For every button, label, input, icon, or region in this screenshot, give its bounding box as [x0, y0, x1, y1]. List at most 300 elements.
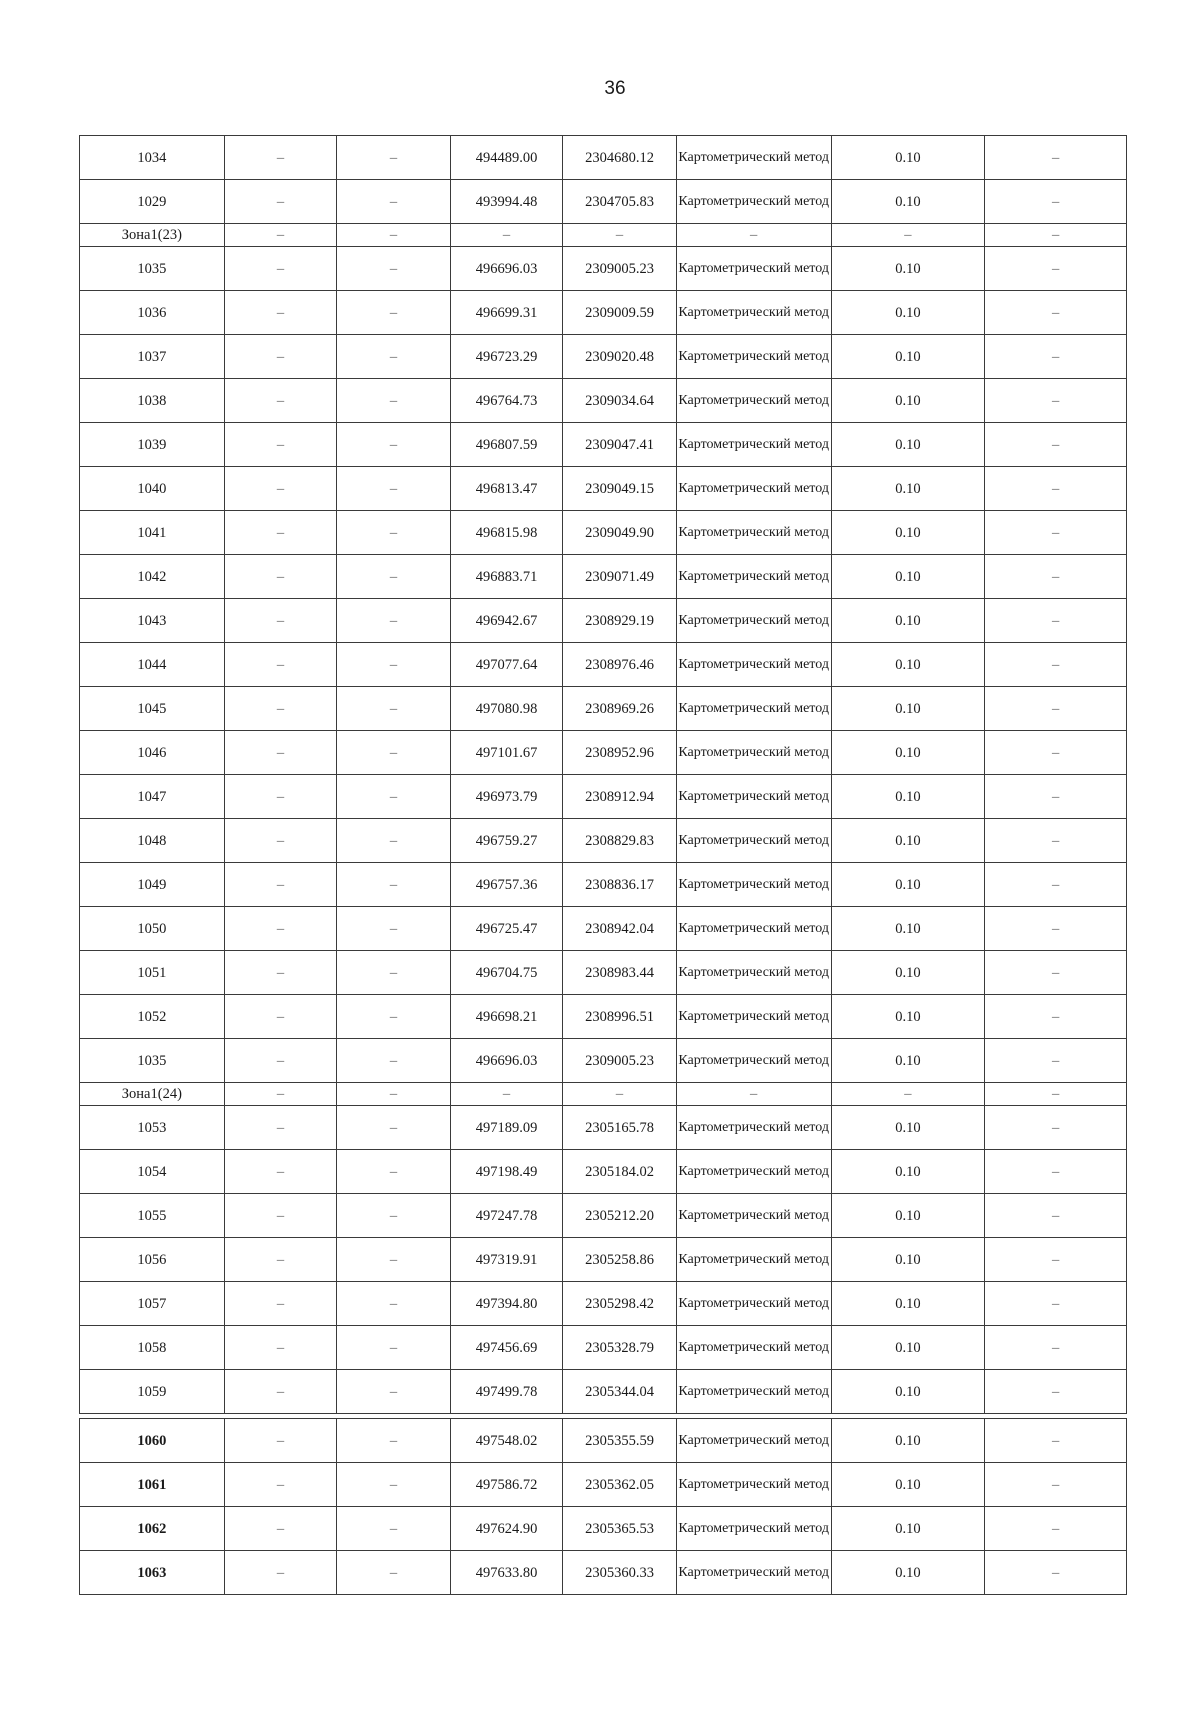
dash-cell: –: [224, 1326, 337, 1370]
point-id: 1062: [80, 1507, 225, 1551]
accuracy-cell: 0.10: [831, 467, 985, 511]
accuracy-cell: 0.10: [831, 995, 985, 1039]
dash-cell: –: [224, 1039, 337, 1083]
x-coordinate: 496815.98: [450, 511, 563, 555]
dash-cell: –: [337, 907, 451, 951]
accuracy-cell: 0.10: [831, 907, 985, 951]
accuracy-cell: 0.10: [831, 863, 985, 907]
dash-cell: –: [224, 180, 337, 224]
dash-cell: –: [985, 1326, 1127, 1370]
method-cell: Картометрический метод: [676, 995, 831, 1039]
method-cell: Картометрический метод: [676, 775, 831, 819]
dash-cell: –: [224, 819, 337, 863]
y-coordinate: 2308942.04: [563, 907, 677, 951]
dash-cell: –: [224, 1507, 337, 1551]
point-id: 1029: [80, 180, 225, 224]
x-coordinate: 497633.80: [450, 1551, 563, 1595]
table-row: [80, 335, 1127, 379]
method-cell: Картометрический метод: [676, 599, 831, 643]
dash-cell: –: [337, 1463, 451, 1507]
y-coordinate: 2308836.17: [563, 863, 677, 907]
table-row: [80, 136, 1127, 180]
dash-cell: –: [224, 1194, 337, 1238]
table-row: [80, 731, 1127, 775]
table-row: [80, 687, 1127, 731]
y-coordinate: 2305258.86: [563, 1238, 677, 1282]
point-id: 1061: [80, 1463, 225, 1507]
y-coordinate: 2305344.04: [563, 1370, 677, 1414]
dash-cell: –: [224, 1083, 337, 1106]
method-cell: Картометрический метод: [676, 1150, 831, 1194]
method-cell: Картометрический метод: [676, 731, 831, 775]
table-row: [80, 775, 1127, 819]
dash-cell: –: [985, 1083, 1127, 1106]
dash-cell: –: [224, 995, 337, 1039]
x-coordinate: 496757.36: [450, 863, 563, 907]
dash-cell: –: [224, 379, 337, 423]
y-coordinate: 2308829.83: [563, 819, 677, 863]
method-cell: Картометрический метод: [676, 863, 831, 907]
dash-cell: –: [985, 951, 1127, 995]
dash-cell: –: [337, 1194, 451, 1238]
dash-cell: –: [337, 687, 451, 731]
dash-cell: –: [337, 863, 451, 907]
y-coordinate: 2308976.46: [563, 643, 677, 687]
point-id: 1059: [80, 1370, 225, 1414]
x-coordinate: 496813.47: [450, 467, 563, 511]
accuracy-cell: 0.10: [831, 775, 985, 819]
method-cell: Картометрический метод: [676, 819, 831, 863]
y-coordinate: 2305212.20: [563, 1194, 677, 1238]
dash-cell: –: [985, 1551, 1127, 1595]
y-coordinate: 2309071.49: [563, 555, 677, 599]
method-cell: Картометрический метод: [676, 951, 831, 995]
method-cell: Картометрический метод: [676, 1463, 831, 1507]
x-coordinate: 496696.03: [450, 1039, 563, 1083]
table-row: [80, 1507, 1127, 1551]
dash-cell: –: [224, 1551, 337, 1595]
dash-cell: –: [337, 995, 451, 1039]
dash-cell: –: [337, 951, 451, 995]
accuracy-cell: 0.10: [831, 1238, 985, 1282]
point-id: 1044: [80, 643, 225, 687]
y-coordinate: 2309049.90: [563, 511, 677, 555]
accuracy-cell: 0.10: [831, 599, 985, 643]
dash-cell: –: [337, 731, 451, 775]
x-coordinate: 497080.98: [450, 687, 563, 731]
point-id: 1042: [80, 555, 225, 599]
point-id: 1047: [80, 775, 225, 819]
x-coordinate: 497101.67: [450, 731, 563, 775]
method-cell: Картометрический метод: [676, 1194, 831, 1238]
y-coordinate: 2305360.33: [563, 1551, 677, 1595]
table-row: [80, 1326, 1127, 1370]
dash-cell: –: [985, 863, 1127, 907]
method-cell: Картометрический метод: [676, 555, 831, 599]
dash-cell: –: [985, 180, 1127, 224]
dash-cell: –: [337, 1150, 451, 1194]
x-coordinate: 496883.71: [450, 555, 563, 599]
table-row: [80, 511, 1127, 555]
dash-cell: –: [985, 599, 1127, 643]
dash-cell: –: [337, 1282, 451, 1326]
dash-cell: –: [337, 555, 451, 599]
y-coordinate: 2304680.12: [563, 136, 677, 180]
table-row: [80, 555, 1127, 599]
dash-cell: –: [224, 643, 337, 687]
dash-cell: –: [563, 224, 677, 247]
y-coordinate: 2309009.59: [563, 291, 677, 335]
accuracy-cell: 0.10: [831, 511, 985, 555]
dash-cell: –: [224, 291, 337, 335]
point-id: 1058: [80, 1326, 225, 1370]
x-coordinate: 497586.72: [450, 1463, 563, 1507]
table-row: [80, 1238, 1127, 1282]
x-coordinate: 496699.31: [450, 291, 563, 335]
accuracy-cell: 0.10: [831, 180, 985, 224]
table-row: [80, 423, 1127, 467]
dash-cell: –: [337, 247, 451, 291]
accuracy-cell: 0.10: [831, 1326, 985, 1370]
accuracy-cell: 0.10: [831, 423, 985, 467]
method-cell: Картометрический метод: [676, 180, 831, 224]
y-coordinate: 2308929.19: [563, 599, 677, 643]
method-cell: Картометрический метод: [676, 1507, 831, 1551]
dash-cell: –: [985, 1370, 1127, 1414]
dash-cell: –: [337, 1551, 451, 1595]
point-id: 1039: [80, 423, 225, 467]
method-cell: Картометрический метод: [676, 291, 831, 335]
table-row: [80, 1282, 1127, 1326]
table-row: [80, 247, 1127, 291]
point-id: 1051: [80, 951, 225, 995]
method-cell: Картометрический метод: [676, 467, 831, 511]
x-coordinate: 497624.90: [450, 1507, 563, 1551]
dash-cell: –: [337, 291, 451, 335]
dash-cell: –: [224, 511, 337, 555]
accuracy-cell: 0.10: [831, 819, 985, 863]
accuracy-cell: 0.10: [831, 951, 985, 995]
accuracy-cell: 0.10: [831, 1039, 985, 1083]
dash-cell: –: [985, 136, 1127, 180]
x-coordinate: 496704.75: [450, 951, 563, 995]
dash-cell: –: [985, 247, 1127, 291]
accuracy-cell: 0.10: [831, 1463, 985, 1507]
accuracy-cell: 0.10: [831, 1282, 985, 1326]
point-id: 1056: [80, 1238, 225, 1282]
dash-cell: –: [224, 951, 337, 995]
method-cell: Картометрический метод: [676, 511, 831, 555]
y-coordinate: 2305298.42: [563, 1282, 677, 1326]
dash-cell: –: [224, 247, 337, 291]
dash-cell: –: [224, 335, 337, 379]
method-cell: Картометрический метод: [676, 1551, 831, 1595]
y-coordinate: 2309020.48: [563, 335, 677, 379]
dash-cell: –: [985, 687, 1127, 731]
dash-cell: –: [224, 1282, 337, 1326]
dash-cell: –: [337, 511, 451, 555]
point-id: 1034: [80, 136, 225, 180]
table-row: [80, 599, 1127, 643]
table-row: [80, 1150, 1127, 1194]
zone-row: [80, 1083, 1127, 1106]
x-coordinate: 497456.69: [450, 1326, 563, 1370]
y-coordinate: 2309005.23: [563, 1039, 677, 1083]
point-id: 1035: [80, 1039, 225, 1083]
dash-cell: –: [337, 1326, 451, 1370]
point-id: 1063: [80, 1551, 225, 1595]
dash-cell: –: [985, 511, 1127, 555]
zone-label: Зона1(23): [80, 224, 225, 247]
table-row: [80, 467, 1127, 511]
point-id: 1054: [80, 1150, 225, 1194]
point-id: 1053: [80, 1106, 225, 1150]
accuracy-cell: 0.10: [831, 335, 985, 379]
method-cell: Картометрический метод: [676, 907, 831, 951]
dash-cell: –: [985, 224, 1127, 247]
table-row: [80, 1419, 1127, 1463]
method-cell: Картометрический метод: [676, 247, 831, 291]
dash-cell: –: [224, 1150, 337, 1194]
dash-cell: –: [337, 1106, 451, 1150]
dash-cell: –: [224, 863, 337, 907]
accuracy-cell: 0.10: [831, 1106, 985, 1150]
method-cell: Картометрический метод: [676, 1039, 831, 1083]
method-cell: Картометрический метод: [676, 1282, 831, 1326]
dash-cell: –: [985, 335, 1127, 379]
point-id: 1057: [80, 1282, 225, 1326]
point-id: 1043: [80, 599, 225, 643]
dash-cell: –: [337, 136, 451, 180]
method-cell: Картометрический метод: [676, 1326, 831, 1370]
y-coordinate: 2309047.41: [563, 423, 677, 467]
y-coordinate: 2305362.05: [563, 1463, 677, 1507]
method-cell: Картометрический метод: [676, 1238, 831, 1282]
accuracy-cell: 0.10: [831, 1419, 985, 1463]
dash-cell: –: [337, 1370, 451, 1414]
accuracy-cell: 0.10: [831, 1507, 985, 1551]
y-coordinate: 2308969.26: [563, 687, 677, 731]
dash-cell: –: [337, 423, 451, 467]
table-row: [80, 1463, 1127, 1507]
point-id: 1038: [80, 379, 225, 423]
y-coordinate: 2308952.96: [563, 731, 677, 775]
table-row: [80, 1039, 1127, 1083]
dash-cell: –: [985, 1463, 1127, 1507]
dash-cell: –: [337, 1039, 451, 1083]
dash-cell: –: [831, 224, 985, 247]
point-id: 1036: [80, 291, 225, 335]
table-row: [80, 951, 1127, 995]
dash-cell: –: [337, 180, 451, 224]
dash-cell: –: [985, 423, 1127, 467]
accuracy-cell: 0.10: [831, 1194, 985, 1238]
point-id: 1055: [80, 1194, 225, 1238]
accuracy-cell: 0.10: [831, 136, 985, 180]
dash-cell: –: [337, 775, 451, 819]
method-cell: Картометрический метод: [676, 423, 831, 467]
dash-cell: –: [676, 224, 831, 247]
dash-cell: –: [985, 555, 1127, 599]
x-coordinate: 497189.09: [450, 1106, 563, 1150]
point-id: 1050: [80, 907, 225, 951]
y-coordinate: 2309049.15: [563, 467, 677, 511]
dash-cell: –: [985, 819, 1127, 863]
zone-row: [80, 224, 1127, 247]
dash-cell: –: [985, 995, 1127, 1039]
dash-cell: –: [563, 1083, 677, 1106]
point-id: 1046: [80, 731, 225, 775]
x-coordinate: 496973.79: [450, 775, 563, 819]
dash-cell: –: [985, 1039, 1127, 1083]
dash-cell: –: [224, 224, 337, 247]
coordinates-table: [79, 135, 1127, 1414]
method-cell: Картометрический метод: [676, 379, 831, 423]
dash-cell: –: [224, 1463, 337, 1507]
method-cell: Картометрический метод: [676, 1370, 831, 1414]
dash-cell: –: [337, 224, 451, 247]
x-coordinate: 497247.78: [450, 1194, 563, 1238]
dash-cell: –: [985, 775, 1127, 819]
x-coordinate: 496807.59: [450, 423, 563, 467]
accuracy-cell: 0.10: [831, 1370, 985, 1414]
table-row: [80, 180, 1127, 224]
dash-cell: –: [831, 1083, 985, 1106]
coordinates-table-continued: [79, 1418, 1127, 1595]
dash-cell: –: [337, 599, 451, 643]
x-coordinate: 493994.48: [450, 180, 563, 224]
dash-cell: –: [337, 1083, 451, 1106]
point-id: 1040: [80, 467, 225, 511]
x-coordinate: 496942.67: [450, 599, 563, 643]
dash-cell: –: [985, 643, 1127, 687]
method-cell: Картометрический метод: [676, 1419, 831, 1463]
y-coordinate: 2305165.78: [563, 1106, 677, 1150]
dash-cell: –: [985, 731, 1127, 775]
y-coordinate: 2305184.02: [563, 1150, 677, 1194]
table-row: [80, 1551, 1127, 1595]
accuracy-cell: 0.10: [831, 1551, 985, 1595]
dash-cell: –: [224, 555, 337, 599]
accuracy-cell: 0.10: [831, 643, 985, 687]
dash-cell: –: [985, 1238, 1127, 1282]
zone-label: Зона1(24): [80, 1083, 225, 1106]
y-coordinate: 2309005.23: [563, 247, 677, 291]
x-coordinate: 496764.73: [450, 379, 563, 423]
dash-cell: –: [985, 1507, 1127, 1551]
point-id: 1035: [80, 247, 225, 291]
page-number: 36: [604, 78, 626, 99]
method-cell: Картометрический метод: [676, 335, 831, 379]
dash-cell: –: [985, 1150, 1127, 1194]
table-row: [80, 819, 1127, 863]
point-id: 1060: [80, 1419, 225, 1463]
point-id: 1037: [80, 335, 225, 379]
accuracy-cell: 0.10: [831, 247, 985, 291]
dash-cell: –: [985, 1194, 1127, 1238]
x-coordinate: 497548.02: [450, 1419, 563, 1463]
dash-cell: –: [337, 1507, 451, 1551]
accuracy-cell: 0.10: [831, 687, 985, 731]
method-cell: Картометрический метод: [676, 1106, 831, 1150]
accuracy-cell: 0.10: [831, 1150, 985, 1194]
dash-cell: –: [450, 224, 563, 247]
point-id: 1048: [80, 819, 225, 863]
dash-cell: –: [450, 1083, 563, 1106]
dash-cell: –: [224, 467, 337, 511]
dash-cell: –: [985, 379, 1127, 423]
accuracy-cell: 0.10: [831, 291, 985, 335]
table-row: [80, 863, 1127, 907]
x-coordinate: 497077.64: [450, 643, 563, 687]
x-coordinate: 497499.78: [450, 1370, 563, 1414]
dash-cell: –: [224, 1106, 337, 1150]
x-coordinate: 494489.00: [450, 136, 563, 180]
dash-cell: –: [337, 1238, 451, 1282]
dash-cell: –: [224, 1419, 337, 1463]
accuracy-cell: 0.10: [831, 555, 985, 599]
x-coordinate: 496698.21: [450, 995, 563, 1039]
dash-cell: –: [224, 1370, 337, 1414]
y-coordinate: 2309034.64: [563, 379, 677, 423]
method-cell: Картометрический метод: [676, 643, 831, 687]
dash-cell: –: [224, 731, 337, 775]
table-row: [80, 1106, 1127, 1150]
y-coordinate: 2305365.53: [563, 1507, 677, 1551]
dash-cell: –: [985, 907, 1127, 951]
dash-cell: –: [985, 467, 1127, 511]
x-coordinate: 497198.49: [450, 1150, 563, 1194]
dash-cell: –: [337, 819, 451, 863]
dash-cell: –: [985, 291, 1127, 335]
dash-cell: –: [224, 687, 337, 731]
dash-cell: –: [224, 423, 337, 467]
dash-cell: –: [224, 136, 337, 180]
y-coordinate: 2304705.83: [563, 180, 677, 224]
dash-cell: –: [337, 379, 451, 423]
accuracy-cell: 0.10: [831, 379, 985, 423]
dash-cell: –: [224, 1238, 337, 1282]
y-coordinate: 2305355.59: [563, 1419, 677, 1463]
dash-cell: –: [337, 467, 451, 511]
x-coordinate: 496759.27: [450, 819, 563, 863]
x-coordinate: 496723.29: [450, 335, 563, 379]
dash-cell: –: [985, 1106, 1127, 1150]
point-id: 1045: [80, 687, 225, 731]
table-row: [80, 643, 1127, 687]
method-cell: Картометрический метод: [676, 687, 831, 731]
dash-cell: –: [985, 1282, 1127, 1326]
table-row: [80, 291, 1127, 335]
x-coordinate: 496696.03: [450, 247, 563, 291]
point-id: 1052: [80, 995, 225, 1039]
point-id: 1041: [80, 511, 225, 555]
dash-cell: –: [985, 1419, 1127, 1463]
table-row: [80, 379, 1127, 423]
x-coordinate: 497394.80: [450, 1282, 563, 1326]
table-row: [80, 907, 1127, 951]
y-coordinate: 2305328.79: [563, 1326, 677, 1370]
y-coordinate: 2308996.51: [563, 995, 677, 1039]
dash-cell: –: [337, 1419, 451, 1463]
dash-cell: –: [224, 907, 337, 951]
method-cell: Картометрический метод: [676, 136, 831, 180]
dash-cell: –: [224, 599, 337, 643]
dash-cell: –: [224, 775, 337, 819]
table-row: [80, 995, 1127, 1039]
table-row: [80, 1370, 1127, 1414]
dash-cell: –: [337, 335, 451, 379]
